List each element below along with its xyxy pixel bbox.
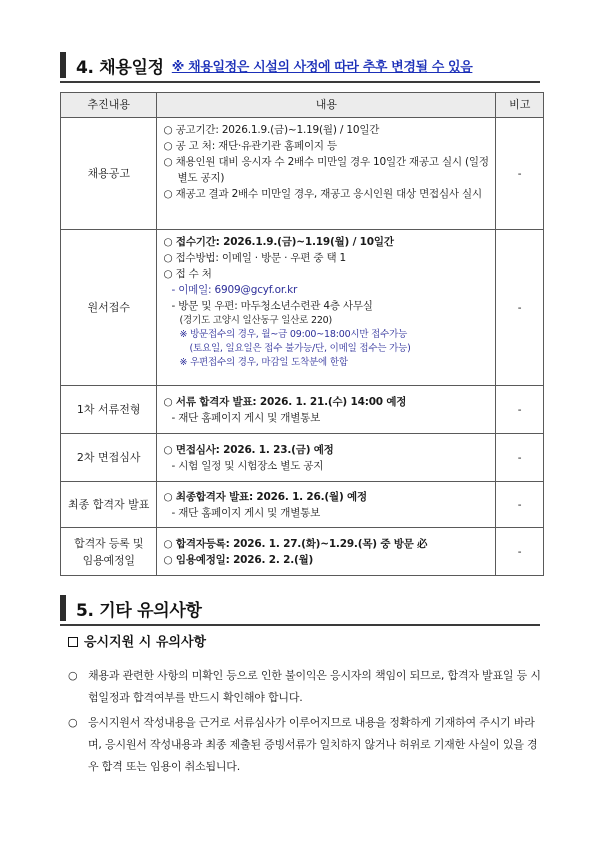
row-note: - (496, 118, 544, 230)
table-row (61, 434, 544, 482)
stage-line: 임용예정일 (82, 553, 135, 567)
row-stage: 2차 면접심사 (61, 434, 157, 482)
row-content (157, 482, 496, 528)
content-line: - 재단 홈페이지 게시 및 개별통보 (171, 506, 321, 519)
header-note: 비고 (496, 93, 544, 118)
notice-item (68, 665, 544, 709)
section-5-subheading (68, 631, 206, 650)
section-5-rule (60, 624, 540, 626)
header-stage: 추진내용 (61, 93, 157, 118)
content-line: ○ 공고기간: 2026.1.9.(금)~1.19(월) / 10일간 (163, 124, 380, 136)
content-line: ○ 공 고 처: 재단·유관기관 홈페이지 등 (163, 140, 337, 152)
content-line: (토요일, 일요일은 접수 불가능/단, 이메일 접수는 가능) (189, 343, 411, 354)
content-line: ※ 방문접수의 경우, 월~금 09:00~18:00시만 접수가능 (179, 329, 408, 340)
content-line: ○ 서류 합격자 발표: 2026. 1. 21.(수) 14:00 예정 (163, 395, 407, 408)
content-line: ○ 접 수 처 (163, 268, 212, 280)
circle-bullet-icon: ○ (68, 716, 78, 729)
content-line: ○ 접수기간: 2026.1.9.(금)~1.19(월) / 10일간 (163, 236, 394, 248)
content-line: - 시험 일정 및 시험장소 별도 공지 (171, 459, 324, 472)
section-marker-bar (60, 595, 66, 621)
content-line: ※ 우편접수의 경우, 마감일 도착분에 한함 (179, 357, 348, 368)
row-note: - (496, 386, 544, 434)
section-4-rule (60, 81, 540, 83)
row-note: - (496, 482, 544, 528)
content-line: ○ 최종합격자 발표: 2026. 1. 26.(월) 예정 (163, 490, 367, 503)
content-line: - 재단 홈페이지 게시 및 개별통보 (171, 411, 321, 424)
content-line: ○ 임용예정일: 2026. 2. 2.(월) (163, 553, 314, 566)
schedule-table (60, 92, 544, 576)
email-link[interactable]: - 이메일: 6909@gcyf.or.kr (171, 284, 298, 296)
checkbox-square-icon (68, 637, 78, 647)
section-5-header (60, 593, 202, 623)
row-content (157, 434, 496, 482)
table-header-row (61, 93, 544, 118)
row-content (157, 528, 496, 576)
content-line: ○ 채용인원 대비 응시자 수 2배수 미만일 경우 10일간 재공고 실시 (일정 별도 공지) (163, 156, 489, 184)
header-content: 내용 (157, 93, 496, 118)
row-stage: 최종 합격자 발표 (61, 482, 157, 528)
content-line: ○ 면접심사: 2026. 1. 23.(금) 예정 (163, 443, 334, 456)
notice-text: 채용과 관련한 사항의 미확인 등으로 인한 불이익은 응시자의 책임이 되므로, 합격자 발표일 등 시험일정과 합격여부를 반드시 확인해야 합니다. (88, 669, 541, 704)
stage-line: 합격자 등록 및 (74, 536, 144, 550)
notice-text: 응시지원서 작성내용을 근거로 서류심사가 이루어지므로 내용을 정확하게 기재하여 주시기 바라며, 응시원서 작성내용과 최종 제출된 증빙서류가 일치하지 않거나 허위로 기재한 사실이 있을 경우 합격 또는 임용이 취소됩니다. (88, 716, 538, 773)
row-stage: 1차 서류전형 (61, 386, 157, 434)
section-4-note: ※ 채용일정은 시설의 사정에 따라 추후 변경될 수 있음 (171, 59, 473, 75)
subheading-text: 응시지원 시 유의사항 (84, 635, 207, 650)
row-content (157, 386, 496, 434)
row-stage: 원서접수 (61, 230, 157, 386)
section-5-title: 5. 기타 유의사항 (76, 600, 202, 621)
table-row (61, 386, 544, 434)
row-content (157, 230, 496, 386)
table-row (61, 482, 544, 528)
table-row (61, 230, 544, 386)
content-line: - 방문 및 우편: 마두청소년수련관 4층 사무실 (171, 300, 373, 312)
content-line: ○ 재공고 결과 2배수 미만일 경우, 재공고 응시인원 대상 면접심사 실시 (163, 188, 482, 200)
row-note: - (496, 434, 544, 482)
table-row (61, 118, 544, 230)
row-content (157, 118, 496, 230)
content-line: ○ 합격자등록: 2026. 1. 27.(화)~1.29.(목) 중 방문 必 (163, 537, 428, 550)
row-stage: 채용공고 (61, 118, 157, 230)
section-4-header (60, 50, 472, 80)
content-line: ○ 접수방법: 이메일 · 방문 · 우편 중 택 1 (163, 252, 347, 264)
row-stage (61, 528, 157, 576)
section-marker-bar (60, 52, 66, 78)
circle-bullet-icon: ○ (68, 669, 78, 682)
section-4-title: 4. 채용일정 (76, 57, 164, 78)
notice-item (68, 712, 544, 778)
content-line: (경기도 고양시 일산동구 일산로 220) (179, 315, 333, 326)
table-row (61, 528, 544, 576)
row-note: - (496, 528, 544, 576)
row-note: - (496, 230, 544, 386)
